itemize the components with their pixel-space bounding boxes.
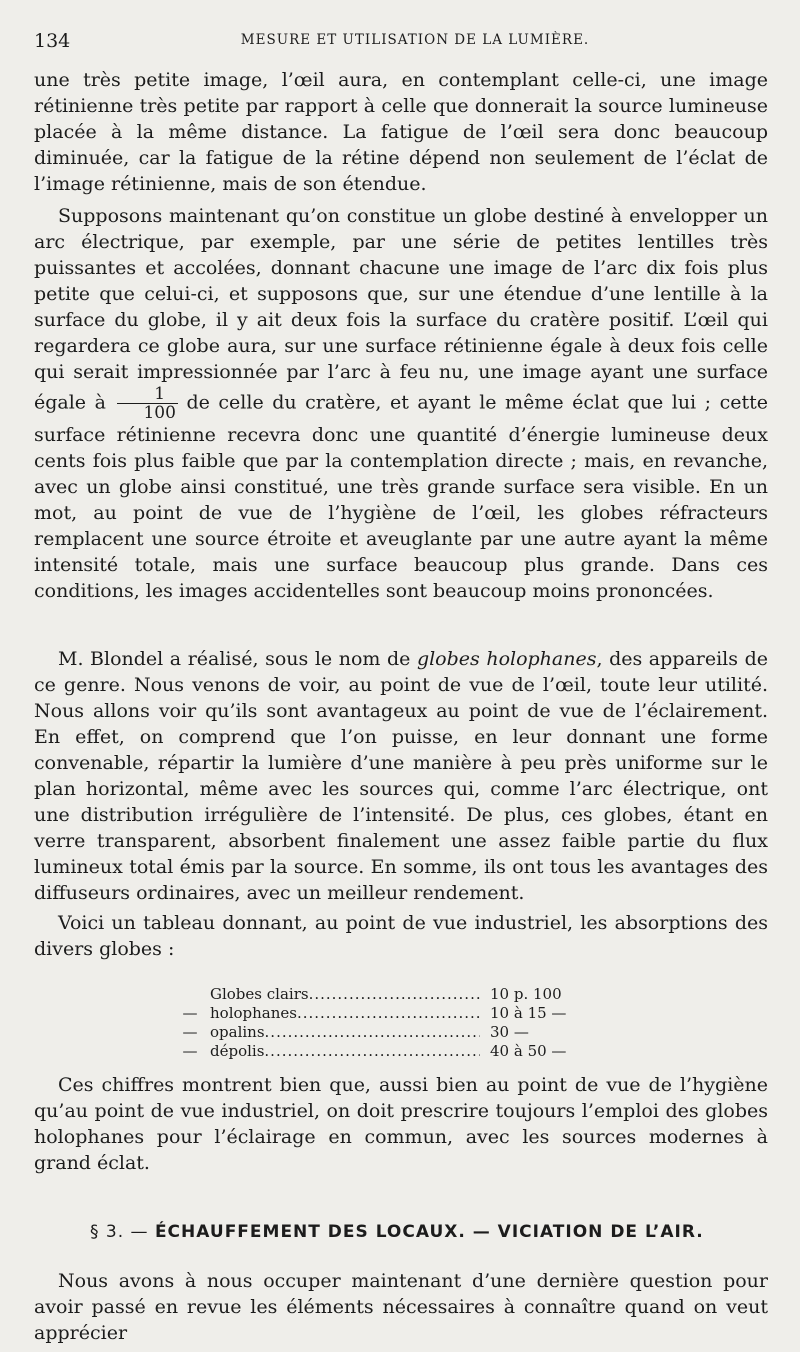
table-row	[170, 985, 620, 1004]
row-label: Globes clairs	[210, 985, 309, 1003]
fraction-denominator: 100	[143, 403, 176, 423]
leader-dots	[309, 985, 480, 1004]
paragraph-section-intro: Nous avons à nous occuper maintenant d’une dernière question pour avoir passé en revue les éléments nécessaires à connaître quand on veut apprécier	[34, 1270, 768, 1344]
row-value: 30 —	[490, 1023, 529, 1041]
paragraph-table-intro: Voici un tableau donnant, au point de vue industriel, les absorptions des divers globes :	[34, 912, 768, 960]
row-dash: —	[182, 1042, 198, 1060]
page-number: 134	[34, 30, 71, 52]
paragraph-continuation: une très petite image, l’œil aura, en contemplant celle-ci, une image rétinienne très petite par rapport à celle que donnerait la source lumineuse placée à la même distance. La fatigue de l’œil sera donc beaucoup diminuée, car la fatigue de la rétine dépend non seulement de l’éclat de l’image rétinienne, mais de son étendue.	[34, 69, 768, 195]
fraction-one-hundredth	[117, 385, 177, 422]
paragraph-holophanes-text-b: , des appareils de ce genre. Nous venons de voir, au point de vue de l’œil, toute leur utilité. Nous allons voir qu’ils sont avantageux au point de vue de l’éclairement. En effet, on comprend que l’on puisse, en leur donnant une forme convenable, répartir la lumière d’une manière à peu près uniforme sur le plan horizontal, même avec les sources qui, comme l’arc électrique, ont une distribution irrégulière de l’intensité. De plus, ces globes, étant en verre transparent, absorbent finalement une assez faible partie du flux lumineux total émis par la source. En somme, ils ont tous les avantages des diffuseurs ordinaires, avec un meilleur rendement.	[34, 648, 768, 904]
paragraph-conclusion: Ces chiffres montrent bien que, aussi bien au point de vue de l’hygiène qu’au point de vue industriel, on doit prescrire toujours l’emploi des globes holophanes pour l’éclairage en commun, avec les sources modernes à grand éclat.	[34, 1074, 768, 1174]
paragraph-holophanes-text-a: M. Blondel a réalisé, sous le nom de	[58, 648, 411, 670]
fraction-numerator: 1	[117, 385, 177, 404]
row-value: 40 à 50 —	[490, 1042, 567, 1060]
section-number: § 3. —	[90, 1222, 149, 1242]
leader-dots	[297, 1004, 480, 1023]
row-dash: —	[182, 1004, 198, 1022]
row-label: holophanes	[210, 1004, 297, 1022]
row-dash: —	[182, 1023, 198, 1041]
holophanes-term: globes holophanes	[416, 648, 597, 670]
section-title: ÉCHAUFFEMENT DES LOCAUX. — VICIATION DE L’AIR.	[154, 1222, 704, 1242]
paragraph-lens-globe-text-a: Supposons maintenant qu’on constitue un globe destiné à envelopper un arc électrique, par exemple, par une série de petites lentilles très puissantes et accolées, donnant chacune une image de l’arc dix fois plus petite que celui-ci, et supposons que, sur une étendue d’une lentille à la surface du globe, il y ait deux fois la surface du cratère positif. L’œil qui regardera ce globe aura, sur une surface rétinienne égale à deux fois celle qui serait impressionnée par l’arc à feu nu, une image ayant une surface égale à	[34, 205, 768, 414]
row-label: opalins	[210, 1023, 265, 1041]
paragraph-holophanes	[34, 646, 768, 906]
row-value: 10 à 15 —	[490, 1004, 567, 1022]
table-row	[170, 1023, 620, 1042]
running-title: MESURE ET UTILISATION DE LA LUMIÈRE.	[240, 32, 590, 48]
leader-dots	[265, 1023, 480, 1042]
paragraph-lens-globe-text-b: de celle du cratère, et ayant le même éclat que lui ; cette surface rétinienne recevra donc une quantité d’énergie lumineuse deux cents fois plus faible que par la contemplation directe ; mais, en revanche, avec un globe ainsi constitué, une très grande surface sera visible. En un mot, au point de vue de l’hygiène de l’œil, les globes réfracteurs remplacent une source étroite et aveuglante par une autre ayant la même intensité totale, mais une surface beaucoup plus grande. Dans ces conditions, les images accidentelles sont beaucoup moins prononcées.	[34, 391, 768, 602]
section-heading	[90, 1222, 730, 1242]
absorption-table	[170, 985, 620, 1061]
table-row	[170, 1042, 620, 1061]
paragraph-lens-globe	[34, 203, 768, 604]
row-value: 10 p. 100	[490, 985, 562, 1003]
table-row	[170, 1004, 620, 1023]
leader-dots	[264, 1042, 480, 1061]
row-label: dépolis	[210, 1042, 265, 1060]
page-header	[34, 30, 766, 54]
